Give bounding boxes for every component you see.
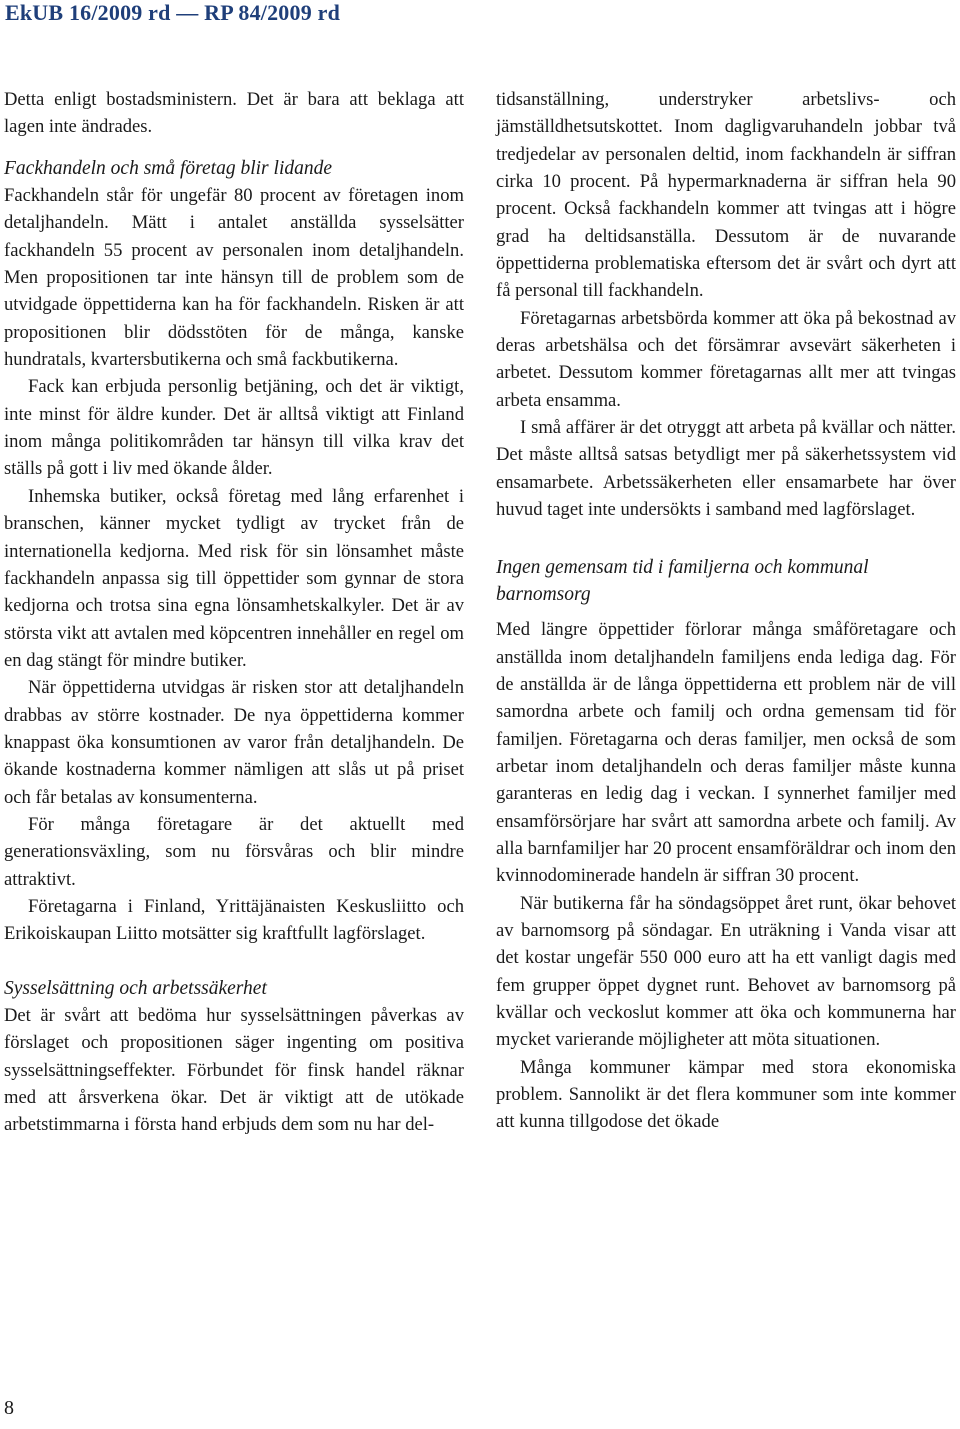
paragraph: Fack kan erbjuda personlig betjäning, och det är viktigt, inte minst för äldre kunder. Det är alltså viktigt att Finland inom många politikområden tar hänsyn till vilka krav det ställs på gott i liv med ökande ålder.	[4, 376, 464, 480]
paragraph: Fackhandeln står för ungefär 80 procent av företagen inom detaljhandeln. Mätt i antalet anställda sysselsätter fackhandeln 55 procent av personalen inom detaljhandeln. Men propositionen tar inte hänsyn till de problem som de utvidgade öppettiderna kan ha för fackhandeln. Risken är att propositionen blir dödsstöten för de många, kanske hundratals, kvartersbutikerna och små fackbutikerna.	[4, 185, 464, 371]
paragraph: tidsanställning, understryker arbetslivs- och jämställdhetsutskottet. Inom dagligvaruhandeln jobbar två tredjedelar av personalen deltid, inom fackhandeln är siffran cirka 10 procent. På hypermarknaderna är siffran hela 90 procent. Också fackhandeln kommer att tvingas att i högre grad ha deltidsanställa. Dessutom är de nuvarande öppettiderna problematiska eftersom det är svårt och dyrt att få personal till fackhandeln.	[496, 89, 956, 302]
section-heading-sysselsattning: Sysselsättning och arbetssäkerhet	[4, 977, 267, 999]
paragraph: Inhemska butiker, också företag med lång erfarenhet i branschen, känner mycket tydligt av trycket från de internationella kedjorna. Med risk för sin lönsamhet måste fackhandeln anpassa sig till öppettider som gynnar de stora kedjorna och trotsa sina egna lönsamhetskalkyler. Det är av största vikt att avtalen med köpcentren innehåller en regel om en dag stängt för mindre butiker.	[4, 485, 464, 671]
document-header: EkUB 16/2009 rd — RP 84/2009 rd	[5, 0, 341, 25]
paragraph: Företagarna i Finland, Yrittäjänaisten Keskusliitto och Erikoiskaupan Liitto motsätter sig kraftfullt lagförslaget.	[4, 895, 464, 945]
left-column	[4, 86, 464, 1139]
section-heading-fackhandeln: Fackhandeln och små företag blir lidande	[4, 157, 333, 179]
paragraph: I små affärer är det otryggt att arbeta på kvällar och nätter. Det måste alltså satsas betydligt mer på säkerhetssystem vid ensamarbete. Arbetssäkerheten eller ensamarbete har över huvud taget inte undersökts i samband med lagförslaget.	[496, 417, 956, 521]
paragraph: När öppettiderna utvidgas är risken stor att detaljhandeln drabbas av större kostnader. De nya öppettiderna kommer knappast öka konsumtionen av varor från detaljhandeln. De ökande kostnaderna kommer nämligen att slås ut på priset och får betalas av konsumenterna.	[4, 677, 464, 808]
paragraph: För många företagare är det aktuellt med generationsväxling, som nu försvåras och blir mindre attraktivt.	[4, 813, 464, 890]
paragraph: Många kommuner kämpar med stora ekonomiska problem. Sannolikt är det flera kommuner som inte kommer att kunna tillgodose det ökade	[496, 1056, 956, 1133]
intro-paragraph: Detta enligt bostadsministern. Det är bara att beklaga att lagen inte ändrades.	[4, 89, 464, 138]
paragraph: Med längre öppettider förlorar många småföretagare och anställda inom detaljhandeln familjens enda lediga dag. För de anställda är de långa öppettiderna ett problem när de vill samordna arbete och familj och ordna gemensam tid för familjen. Företagarna och deras familjer, men också de som arbetar inom detaljhandeln och deras familjer måste kunna garanteras en ledig dag i veckan. I synnerhet familjer med ensamförsörjare har svårt att samordna arbete och familj. Av alla barnfamiljer har 20 procent ensamföräldrar och inom den kvinnodominerade handeln är siffran 30 procent.	[496, 619, 956, 887]
right-column	[496, 86, 956, 1136]
paragraph: Det är svårt att bedöma hur sysselsättningen påverkas av förslaget och propositionen säger ingenting om positiva sysselsättningseffekter. Förbundet för finsk handel räknar med att årsverkena ökar. Det är viktigt att de utökade arbetstimmarna i första hand erbjuds dem som nu har del-	[4, 1005, 464, 1136]
page-number: 8	[4, 1397, 14, 1419]
paragraph: Företagarnas arbetsbörda kommer att öka på bekostnad av deras arbetshälsa och det försämrar avsevärt säkerheten i arbetet. Dessutom kommer företagarnas allt mer att tvingas arbeta ensamma.	[496, 307, 956, 411]
paragraph: När butikerna får ha söndagsöppet året runt, ökar behovet av barnomsorg på söndagar. En uträkning i Vanda visar att det kostar ungefär 550 000 euro att ha ett vanligt dagis med fem grupper öppet dygnet runt. Behovet av barnomsorg på kvällar och veckoslut kommer att öka och kommunerna har mycket varierande möjligheter att möta situationen.	[496, 892, 956, 1051]
section-heading-familj: Ingen gemensam tid i familjerna och kommunal barnomsorg	[496, 556, 869, 605]
